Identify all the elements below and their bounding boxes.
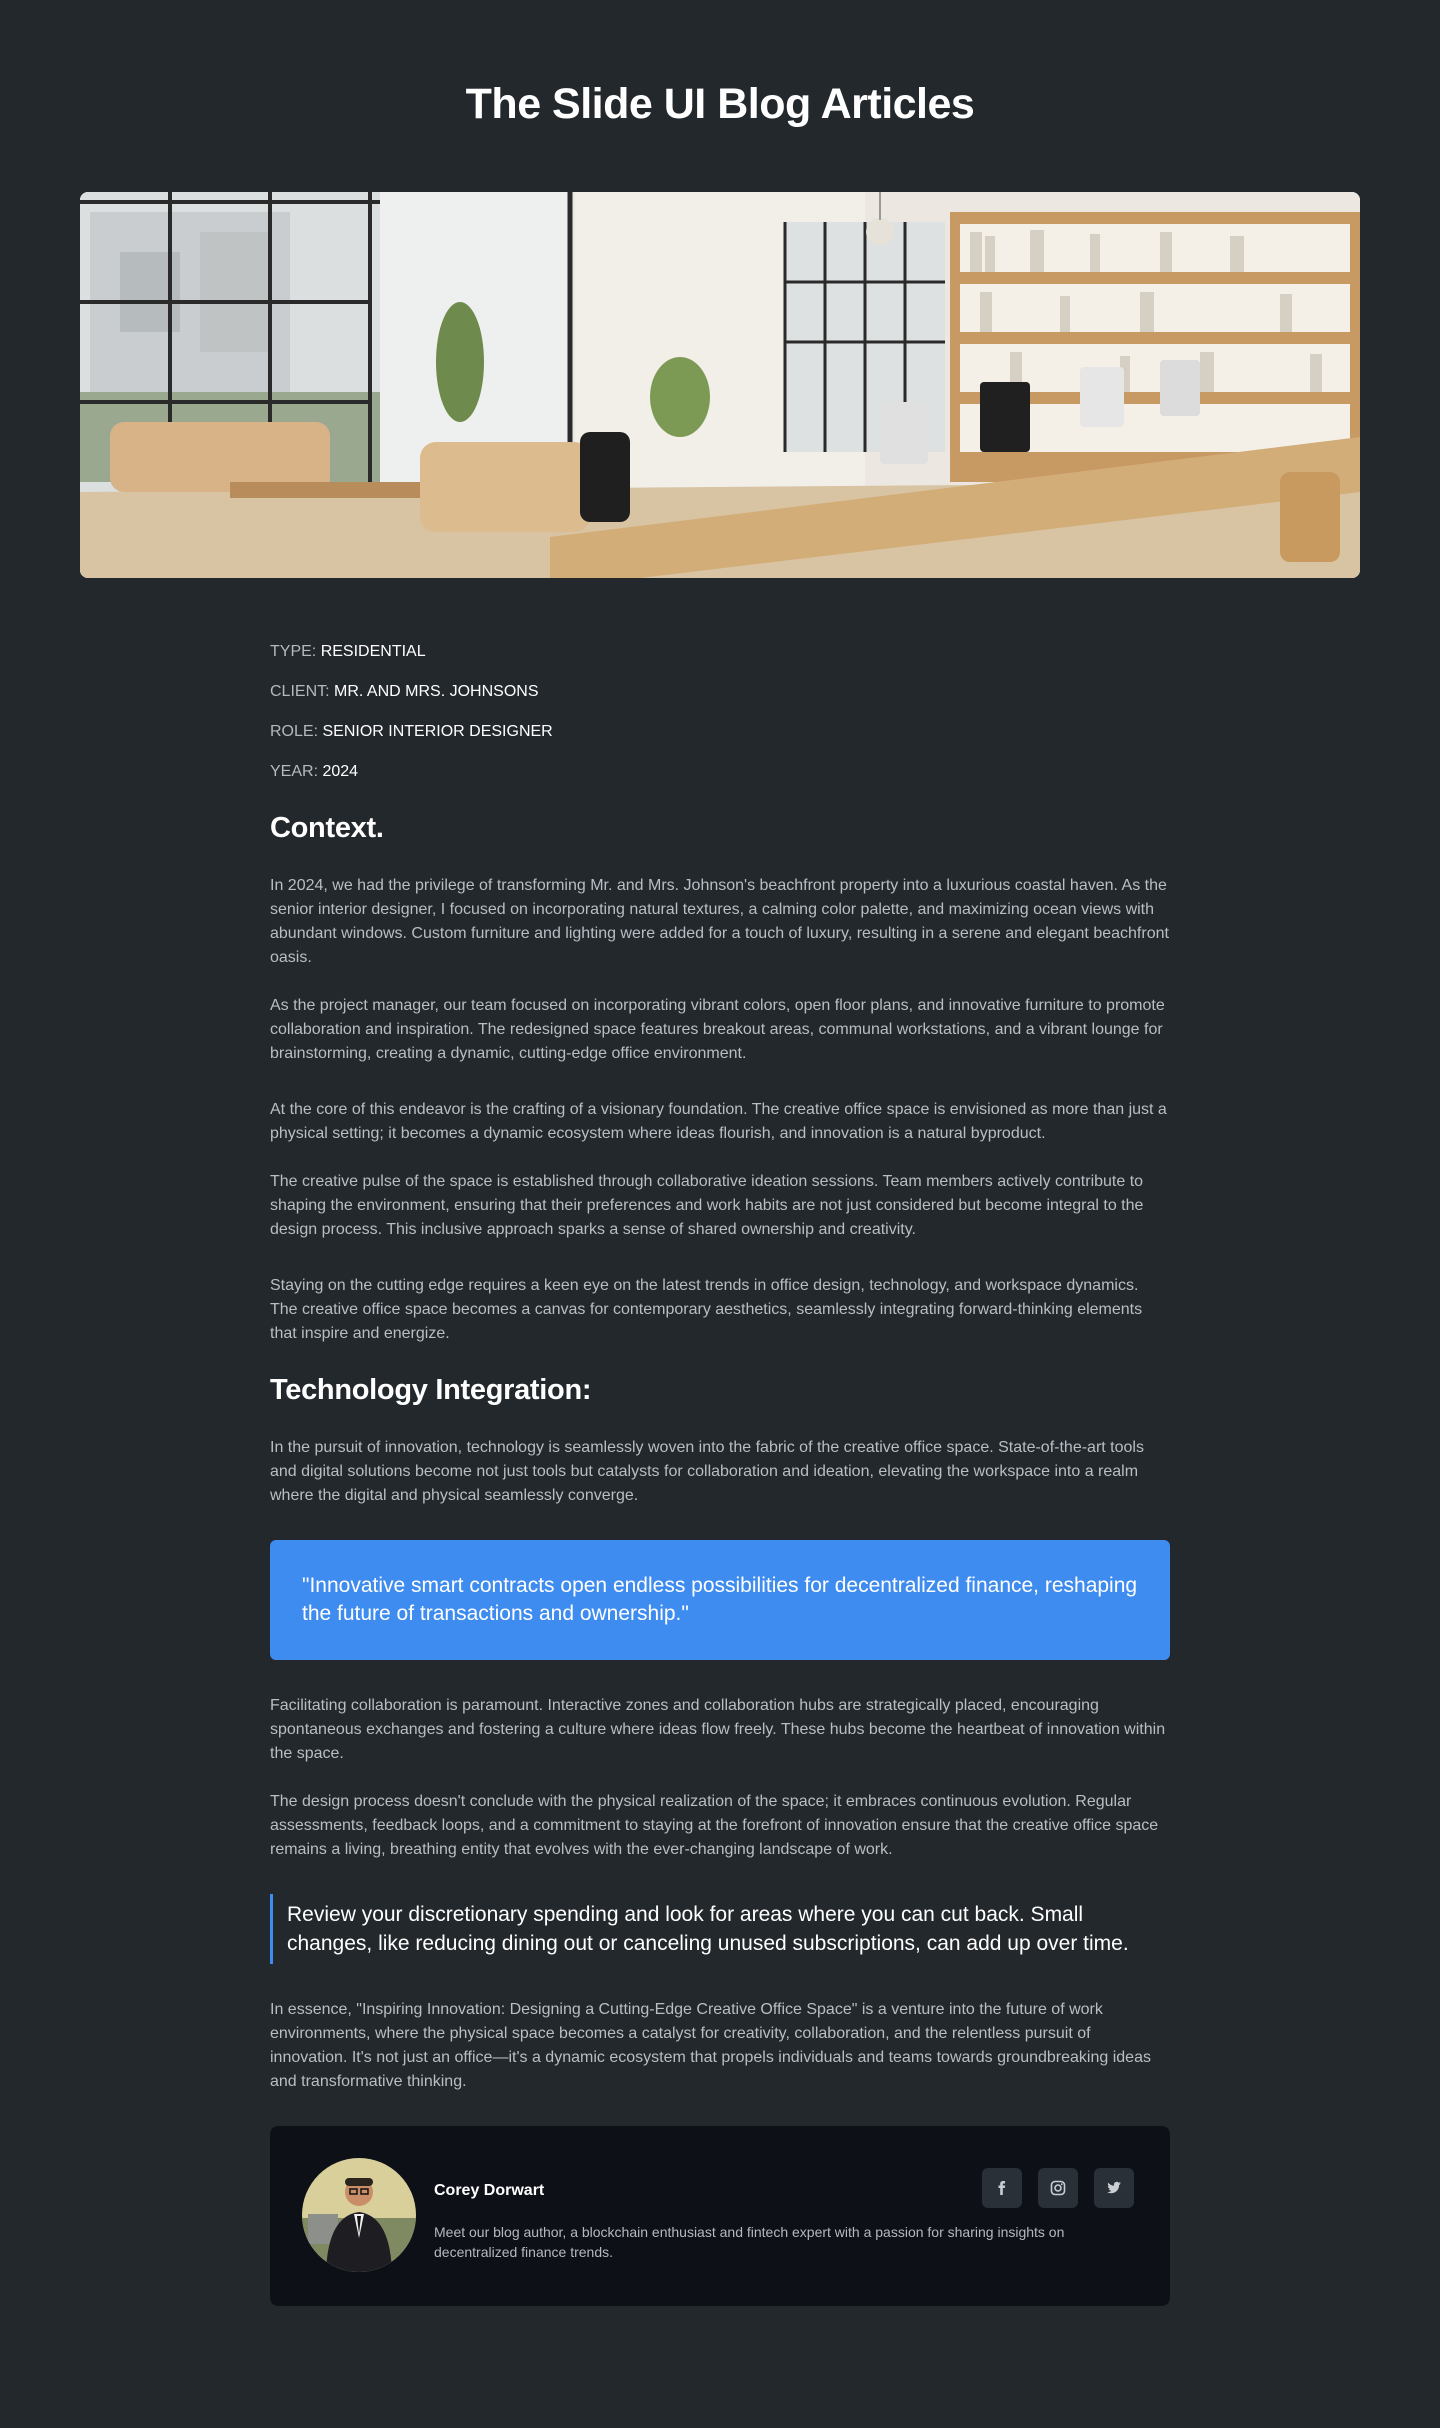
twitter-button[interactable] [1094,2168,1134,2208]
context-paragraph: At the core of this endeavor is the crafting of a visionary foundation. The creative office space is envisioned as more than just a physical setting; it becomes a dynamic ecosystem where ideas flourish, and innovation is a natural byproduct. [270,1101,1167,1142]
meta-client-label: CLIENT: [270,683,330,700]
meta-client [270,680,1170,704]
meta-year-value: 2024 [322,763,359,780]
facebook-icon [994,2180,1010,2196]
instagram-button[interactable] [1038,2168,1078,2208]
context-paragraph: Staying on the cutting edge requires a keen eye on the latest trends in office design, technology, and workspace dynamics. The creative office space becomes a canvas for contemporary aesthetics, seamlessly integrating forward-thinking elements that inspire and energize. [270,1277,1143,1342]
meta-year [270,760,1170,784]
meta-role-label: ROLE: [270,723,319,740]
twitter-icon [1106,2180,1122,2196]
technology-intro: In the pursuit of innovation, technology is seamlessly woven into the fabric of the creative office space. State-of-the-art tools and digital solutions become not just tools but catalysts for collaboration and ideation, elevating the workspace into a realm where the digital and physical seamlessly converge. [270,1439,1144,1504]
callout-text: "Innovative smart contracts open endless possibilities for decentralized finance, reshaping the future of transactions and ownership." [302,1574,1138,1625]
avatar [302,2158,416,2272]
hero-image [80,192,1360,578]
blockquote-text: Review your discretionary spending and look for areas where you can cut back. Small changes, like reducing dining out or canceling unused subscriptions, can add up over time. [287,1903,1129,1955]
author-bio: Meet our blog author, a blockchain enthusiast and fintech expert with a passion for sharing insights on decentralized finance trends. [434,2224,1065,2260]
blockquote [270,1894,1170,1964]
technology-paragraph: Facilitating collaboration is paramount. Interactive zones and collaboration hubs are strategically placed, encouraging spontaneous exchanges and fostering a culture where ideas flow freely. These hubs become the heartbeat of innovation within the space. [270,1697,1166,1762]
meta-role-value: SENIOR INTERIOR DESIGNER [322,723,553,740]
instagram-icon [1050,2180,1066,2196]
author-name: Corey Dorwart [434,2182,545,2199]
article-content [270,640,1170,2306]
context-paragraph: In 2024, we had the privilege of transforming Mr. and Mrs. Johnson's beachfront property into a luxurious coastal haven. As the senior interior designer, I focused on incorporating natural textures, a calming color palette, and maximizing ocean views with abundant windows. Custom furniture and lighting were added for a touch of luxury, resulting in a serene and elegant beachfront oasis. [270,877,1169,966]
context-paragraph: The creative pulse of the space is established through collaborative ideation sessions. Team members actively contribute to shaping the environment, ensuring that their preferences and work habits are not just considered but become integral to the design process. This inclusive approach sparks a sense of shared ownership and creativity. [270,1173,1144,1238]
meta-type-label: TYPE: [270,643,317,660]
technology-heading: Technology Integration: [270,1374,592,1406]
meta-year-label: YEAR: [270,763,319,780]
context-paragraph: As the project manager, our team focused on incorporating vibrant colors, open floor plans, and innovative furniture to promote collaboration and inspiration. The redesigned space features breakout areas, communal workstations, and a vibrant lounge for brainstorming, creating a dynamic, cutting-edge office environment. [270,997,1165,1062]
callout-box [270,1540,1170,1660]
author-card [270,2126,1170,2306]
facebook-button[interactable] [982,2168,1022,2208]
meta-client-value: MR. AND MRS. JOHNSONS [334,683,539,700]
meta-type-value: RESIDENTIAL [320,643,426,660]
page-title: The Slide UI Blog Articles [465,80,975,128]
meta-type [270,640,1170,664]
context-heading: Context. [270,812,384,844]
meta-role [270,720,1170,744]
closing-paragraph: In essence, "Inspiring Innovation: Designing a Cutting-Edge Creative Office Space" is a venture into the future of work environments, where the physical space becomes a catalyst for creativity, collaboration, and the relentless pursuit of innovation. It's not just an office—it's a dynamic ecosystem that propels individuals and teams towards groundbreaking ideas and transformative thinking. [270,2001,1151,2090]
technology-paragraph: The design process doesn't conclude with the physical realization of the space; it embraces continuous evolution. Regular assessments, feedback loops, and a commitment to staying at the forefront of innovation ensure that the creative office space remains a living, breathing entity that evolves with the ever-changing landscape of work. [270,1793,1159,1858]
